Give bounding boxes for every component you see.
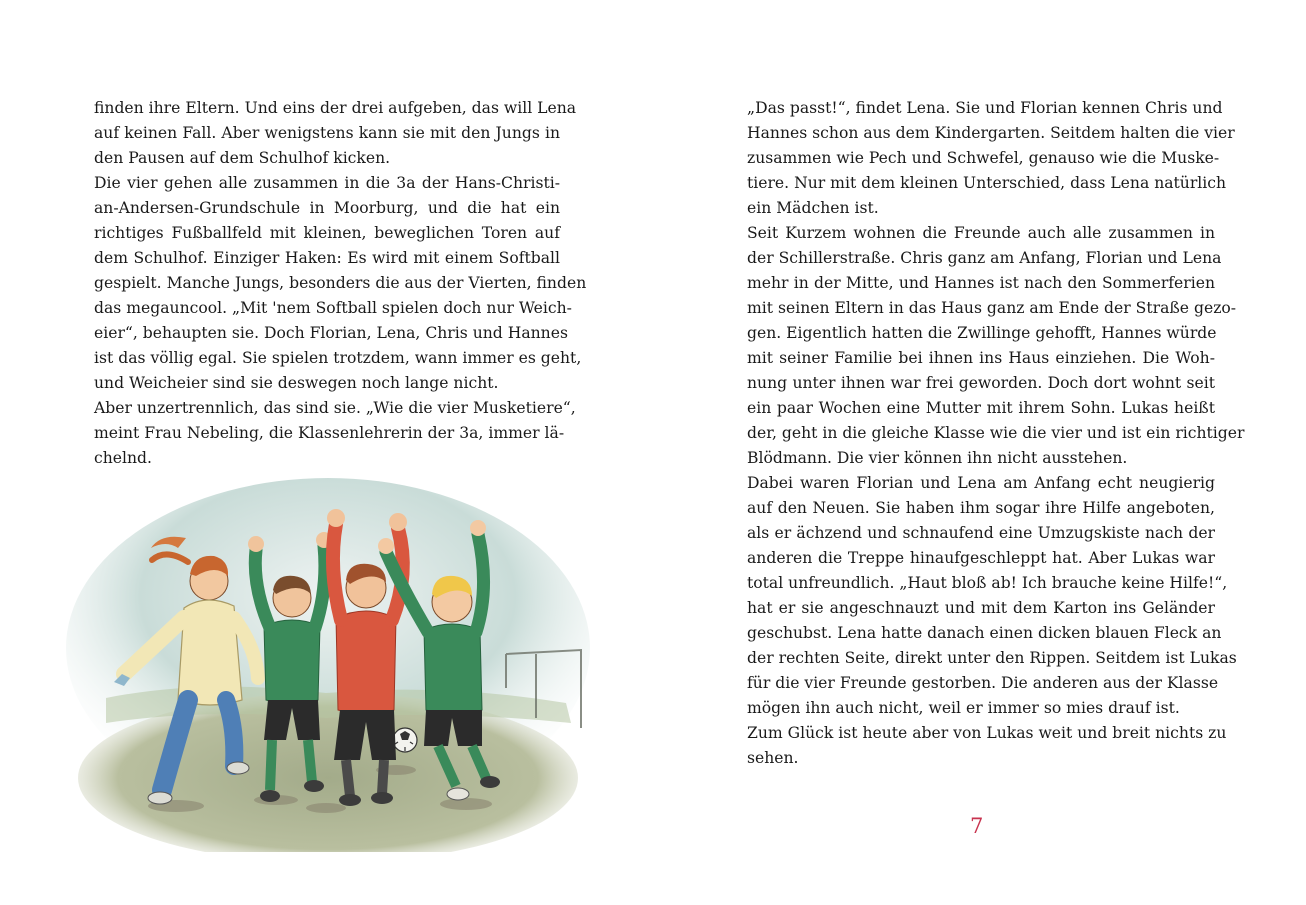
text-line: Blödmann. Die vier können ihn nicht ausstehen. — [747, 449, 1128, 467]
right-page-text — [747, 96, 1245, 771]
text-line: tiere. Nur mit dem kleinen Unterschied, dass Lena natürlich — [747, 174, 1227, 192]
text-line: total unfreundlich. „Haut bloß ab! Ich brauche keine Hilfe!“, — [747, 574, 1228, 592]
text-line: eier“, behaupten sie. Doch Florian, Lena, Chris und Hannes — [94, 324, 568, 342]
text-line: ein Mädchen ist. — [747, 199, 879, 217]
text-line: Seit Kurzem wohnen die Freunde auch alle zusammen in — [747, 224, 1215, 242]
right-page — [653, 0, 1306, 905]
text-line: ist das völlig egal. Sie spielen trotzdem, wann immer es geht, — [94, 349, 582, 367]
text-line: dem Schulhof. Einziger Haken: Es wird mit einem Softball — [94, 249, 560, 267]
text-line: sehen. — [747, 749, 799, 767]
text-line: mit seiner Familie bei ihnen ins Haus einziehen. Die Woh- — [747, 349, 1215, 367]
text-line: auf keinen Fall. Aber wenigstens kann sie mit den Jungs in — [94, 124, 560, 142]
soccer-ball — [393, 728, 417, 752]
text-line: an-Andersen-Grundschule in Moorburg, und die hat ein — [94, 199, 560, 217]
page-number: 7 — [970, 814, 984, 838]
text-line: gespielt. Manche Jungs, besonders die aus der Vierten, finden — [94, 274, 587, 292]
text-line: anderen die Treppe hinaufgeschleppt hat. Aber Lukas war — [747, 549, 1215, 567]
text-line: und Weicheier sind sie deswegen noch lange nicht. — [94, 374, 499, 392]
text-line: chelnd. — [94, 449, 152, 467]
text-line: Zum Glück ist heute aber von Lukas weit und breit nichts zu — [747, 724, 1227, 742]
text-line: hat er sie angeschnauzt und mit dem Karton ins Geländer — [747, 599, 1215, 617]
text-line: der Schillerstraße. Chris ganz am Anfang, Florian und Lena — [747, 249, 1222, 267]
text-line: als er ächzend und schnaufend eine Umzugskiste nach der — [747, 524, 1215, 542]
text-line: Hannes schon aus dem Kindergarten. Seitdem halten die vier — [747, 124, 1235, 142]
text-line: meint Frau Nebeling, die Klassenlehrerin der 3a, immer lä- — [94, 424, 565, 442]
text-line: das megauncool. „Mit 'nem Softball spielen doch nur Weich- — [94, 299, 572, 317]
text-line: zusammen wie Pech und Schwefel, genauso wie die Muske- — [747, 149, 1220, 167]
text-line: mit seinen Eltern in das Haus ganz am Ende der Straße gezo- — [747, 299, 1237, 317]
left-page-text — [94, 96, 587, 471]
text-line: der rechten Seite, direkt unter den Rippen. Seitdem ist Lukas — [747, 649, 1237, 667]
text-line: ein paar Wochen eine Mutter mit ihrem Sohn. Lukas heißt — [747, 399, 1215, 417]
soccer-children-illustration — [66, 478, 590, 852]
text-line: richtiges Fußballfeld mit kleinen, beweglichen Toren auf — [94, 224, 560, 242]
text-line: mögen ihn auch nicht, weil er immer so mies drauf ist. — [747, 699, 1180, 717]
text-line: der, geht in die gleiche Klasse wie die vier und ist ein richtiger — [747, 424, 1245, 442]
text-line: für die vier Freunde gestorben. Die anderen aus der Klasse — [747, 674, 1219, 692]
text-line: Aber unzertrennlich, das sind sie. „Wie die vier Musketiere“, — [94, 399, 576, 417]
text-line: Die vier gehen alle zusammen in die 3a der Hans-Christi- — [94, 174, 560, 192]
text-line: den Pausen auf dem Schulhof kicken. — [94, 149, 391, 167]
text-line: „Das passt!“, findet Lena. Sie und Florian kennen Chris und — [747, 99, 1223, 117]
text-line: finden ihre Eltern. Und eins der drei aufgeben, das will Lena — [94, 99, 577, 117]
text-line: Dabei waren Florian und Lena am Anfang echt neugierig — [747, 474, 1215, 492]
text-line: geschubst. Lena hatte danach einen dicken blauen Fleck an — [747, 624, 1222, 642]
text-line: gen. Eigentlich hatten die Zwillinge gehofft, Hannes würde — [747, 324, 1217, 342]
text-line: auf den Neuen. Sie haben ihm sogar ihre Hilfe angeboten, — [747, 499, 1215, 517]
text-line: mehr in der Mitte, und Hannes ist nach den Sommerferien — [747, 274, 1215, 292]
text-line: nung unter ihnen war frei geworden. Doch dort wohnt seit — [747, 374, 1215, 392]
